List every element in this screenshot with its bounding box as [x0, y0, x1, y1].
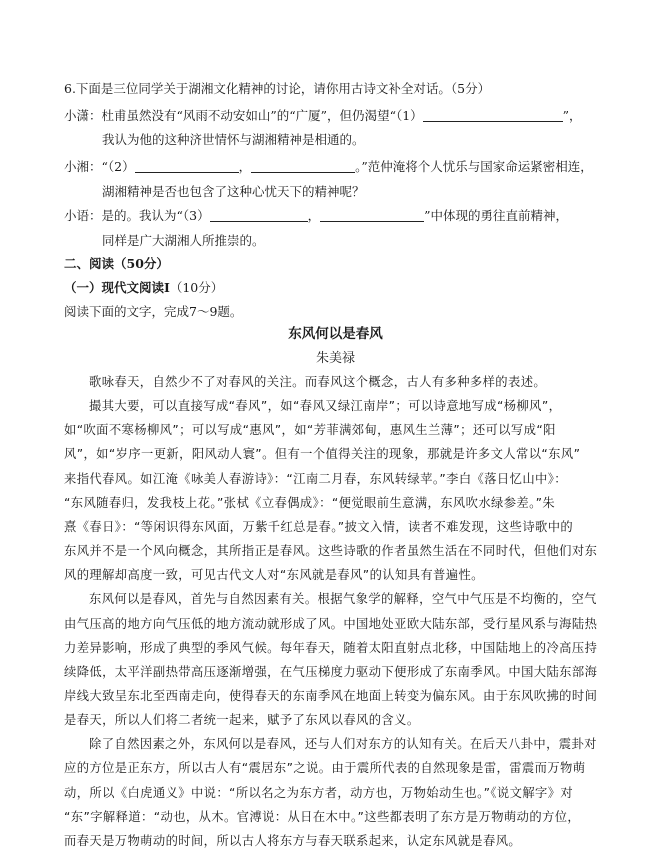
article-line: 是春天，所以人们将二者统一起来，赋予了东风以春风的含义。: [64, 713, 420, 728]
article-line: 歌咏春天，自然少不了对春风的关注。而春风这个概念，古人有多种多样的表述。: [89, 375, 547, 389]
article-line: 除了自然因素之外，东风何以是春风，还与人们对东方的认知有关。在后天八卦中，震卦对: [89, 737, 597, 752]
article-line: 熹《春日》：“等闲识得东风面，万紫千红总是春。”披文入情，读者不难发现，这些诗歌中的: [64, 519, 574, 534]
article-line: 应的方位是正东方，所以古人有“震居东”之说。由于震所代表的自然现象是雷，雷震而万物萌: [64, 761, 586, 776]
article-line: 如“吹面不寒杨柳风”；可以写成“惠风”，如“芳菲满郊甸，惠风生兰薄”；还可以写成“阳: [64, 423, 556, 438]
article-line: 来指代春风。如江淹《咏美人春游诗》：“江南二月春，东风转绿苹。”李白《落日忆山中》：: [64, 471, 567, 486]
article-line: 岸线大致呈东北至西南走向，使得春天的东南季风在地面上转变为偏东风。由于东风吹拂的时间: [64, 688, 598, 703]
question-6-prompt: 6.下面是三位同学关于湖湘文化精神的讨论，请你用古诗文补全对话。（5分）: [64, 81, 491, 96]
article-line: 而春天是万物萌动的时间，所以古人将东方与春天联系起来，认定东风就是春风。: [64, 833, 522, 848]
dialogue-text: 。”范仲淹将个人忧乐与国家命运紧密相连，: [355, 159, 593, 174]
dialogue-text: ，: [238, 159, 252, 174]
article-author: 朱美禄: [315, 351, 355, 366]
article-line: 风”，如“岁序一更新，阳风动人寰”。但有一个值得关注的现象，那就是许多文人常以“东风”: [64, 447, 581, 462]
answer-blank-3b[interactable]: [320, 209, 424, 222]
article-line: 风的理解却高度一致，可见古代文人对“东风就是春风”的认知具有普遍性。: [64, 568, 484, 583]
subsection-title: （一）现代文阅读Ⅰ: [64, 280, 170, 295]
dialogue-text: 小潇：杜甫虽然没有“风雨不动安如山”的“广厦”，但仍渴望“（1）: [64, 108, 423, 123]
dialogue-text: 小湘：“（2）: [64, 159, 135, 174]
dialogue-text: 小语：是的。我认为“（3）: [64, 208, 210, 223]
article-line: 撮其大要，可以直接写成“春风”，如“春风又绿江南岸”；可以诗意地写成“杨柳风”，: [89, 399, 562, 414]
answer-blank-2b[interactable]: [251, 160, 355, 173]
section-heading: 二、阅读（50分）: [64, 256, 169, 271]
subsection-score: （10分）: [169, 280, 224, 295]
article-line: “东风随春归，发我枝上花。”张栻《立春偶成》：“便觉眼前生意满，东风吹水绿参差。”朱: [64, 495, 556, 510]
answer-blank-3a[interactable]: [210, 209, 308, 222]
reading-instruction: 阅读下面的文字，完成7～9题。: [64, 304, 243, 319]
dialogue-line-3: [64, 159, 631, 174]
subsection-heading: [64, 280, 631, 295]
article-line: 东风何以是春风，首先与自然因素有关。根据气象学的解释，空气中气压是不均衡的，空气: [89, 592, 597, 607]
dialogue-text: ，: [307, 208, 321, 223]
dialogue-line-4: 湖湘精神是否也包含了这种心忧天下的精神呢？: [102, 184, 365, 199]
answer-blank-1[interactable]: [423, 109, 563, 122]
article-title: 东风何以是春风: [288, 326, 383, 342]
dialogue-line-5: [64, 208, 631, 223]
article-line: 动，所以《白虎通义》中说：“所以名之为东方者，动方也，万物始动生也。”《说文解字》对: [64, 785, 574, 800]
dialogue-line-6: 同样是广大湖湘人所推崇的。: [102, 233, 265, 248]
article-line: “东”字解释道：“动也，从木。官溥说：从日在木中。”这些都表明了东方是万物萌动的方位，: [64, 809, 581, 824]
dialogue-line-1: [64, 108, 631, 123]
dialogue-text: ”中体现的勇往直前精神，: [424, 208, 569, 223]
answer-blank-2a[interactable]: [135, 160, 239, 173]
article-line: 力差异影响，形成了典型的季风气候。每年春天，随着太阳直射点北移，中国陆地上的冷高压持: [64, 640, 598, 655]
article-line: 由气压高的地方向气压低的地方流动就形成了风。中国地处亚欧大陆东部，受行星风系与海陆热: [64, 616, 598, 631]
dialogue-text: ”，: [562, 108, 582, 123]
article-line: 东风并不是一个风向概念，其所指正是春风。这些诗歌的作者虽然生活在不同时代，但他们对东: [64, 544, 598, 559]
article-line: 续降低，太平洋副热带高压逐渐增强，在气压梯度力驱动下便形成了东南季风。中国大陆东部海: [64, 664, 598, 679]
dialogue-line-2: 我认为他的这种济世情怀与湖湘精神是相通的。: [102, 132, 365, 147]
